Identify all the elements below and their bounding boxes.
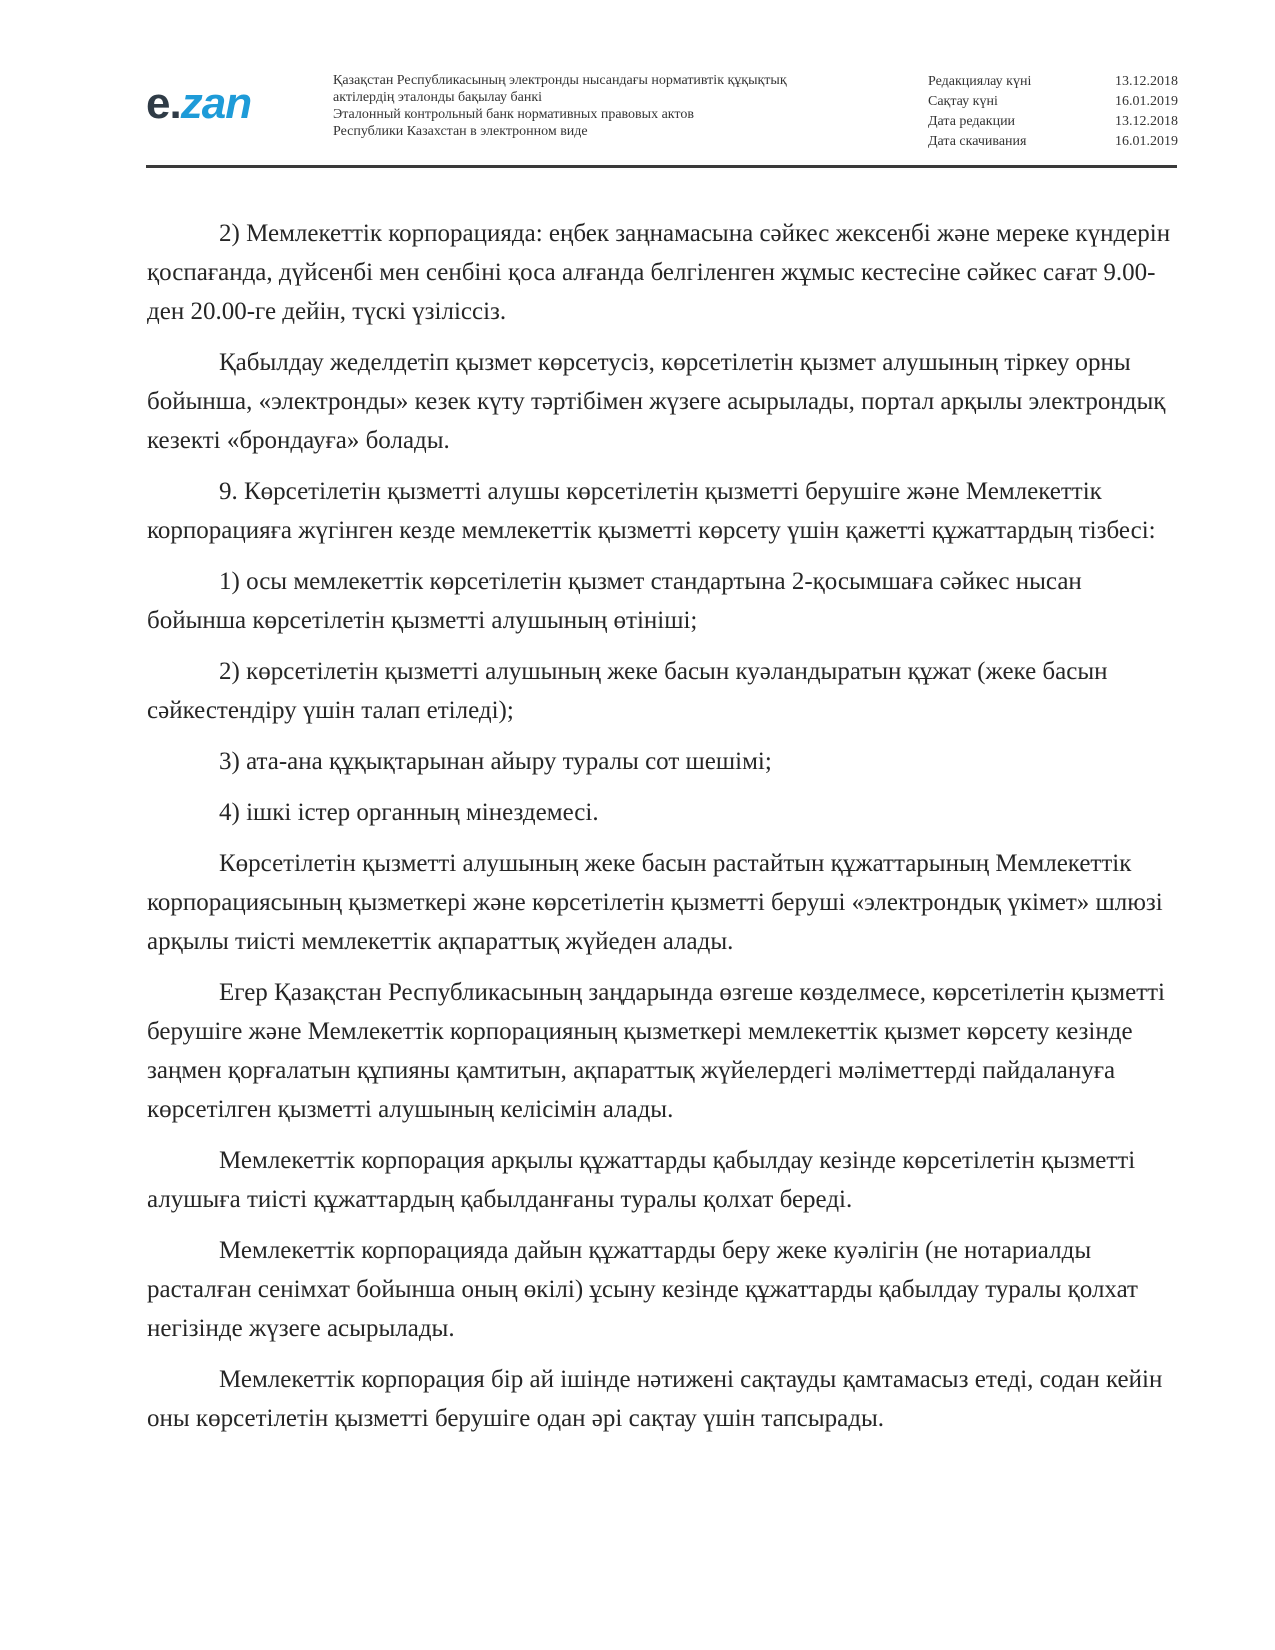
meta-label: Дата редакции <box>928 114 1016 129</box>
body-paragraph: 3) ата-ана құқықтарынан айыру туралы сот шешімі; <box>219 748 772 775</box>
meta-value: 13.12.2018 <box>1115 74 1178 89</box>
body-paragraph: Көрсетілетін қызметті алушының жеке басын растайтын құжаттарының Мемлекеттік корпорациясының қызметкері және көрсетілетін қызметті беруші «электрондық үкімет» шлюзі арқылы тиісті мемлекеттік ақпараттық жүйеден алады. <box>147 850 1163 955</box>
body-paragraph: 9. Көрсетілетін қызметті алушы көрсетілетін қызметті берушіге және Мемлекеттік корпорацияға жүгінген кезде мемлекеттік қызметті көрсету үшін қажетті құжаттардың тізбесі: <box>147 478 1156 544</box>
meta-value: 16.01.2019 <box>1115 94 1178 109</box>
document-dates <box>928 72 1178 152</box>
body-paragraph: Егер Қазақстан Республикасының заңдарында өзгеше көзделмесе, көрсетілетін қызметті берушіге және Мемлекеттік корпорацияның қызметкері мемлекеттік қызмет көрсету кезінде заңмен қорғалатын құпияны қамтитын, ақпараттық жүйелердегі мәліметтерді пайдалануға көрсетілген қызметті алушының келісімін алады. <box>147 979 1165 1123</box>
meta-row-save-date-kz <box>928 92 1178 112</box>
body-paragraph: 2) көрсетілетін қызметті алушының жеке басын куәландыратын құжат (жеке басын сәйкестендіру үшін талап етіледі); <box>147 658 1108 724</box>
meta-label: Сақтау күні <box>928 94 998 109</box>
header-divider <box>146 165 1177 168</box>
logo-dot: . <box>169 79 181 128</box>
meta-value: 13.12.2018 <box>1115 114 1178 129</box>
meta-row-edit-date-kz <box>928 72 1178 92</box>
org-line: Эталонный контрольный банк нормативных правовых актов <box>333 107 694 122</box>
body-paragraph: Мемлекеттік корпорация арқылы құжаттарды қабылдау кезінде көрсетілетін қызметті алушыға тиісті құжаттардың қабылданғаны туралы қолхат береді. <box>147 1147 1136 1213</box>
document-body <box>147 214 1177 1450</box>
meta-label: Дата скачивания <box>928 134 1027 149</box>
meta-row-download-date-ru <box>928 132 1178 152</box>
body-paragraph: 1) осы мемлекеттік көрсетілетін қызмет стандартына 2-қосымшаға сәйкес нысан бойынша көрсетілетін қызметті алушының өтініші; <box>147 568 1082 634</box>
org-description <box>333 72 787 140</box>
org-line: Республики Казахстан в электронном виде <box>333 124 588 139</box>
meta-label: Редакциялау күні <box>928 74 1032 89</box>
logo-zan: zan <box>180 79 252 128</box>
meta-row-edit-date-ru <box>928 112 1178 132</box>
org-line: Қазақстан Республикасының электронды нысандағы нормативтік құқықтық <box>333 73 787 88</box>
ezan-logo <box>146 79 252 128</box>
body-paragraph: 2) Мемлекеттік корпорацияда: еңбек заңнамасына сәйкес жексенбі және мереке күндерін қоспағанда, дүйсенбі мен сенбіні қоса алғанда белгіленген жұмыс кестесіне сәйкес сағат 9.00-ден 20.00-ге дейін, түскі үзіліссіз. <box>147 220 1171 325</box>
body-paragraph: Мемлекеттік корпорацияда дайын құжаттарды беру жеке куәлігін (не нотариалды расталған сенімхат бойынша оның өкілі) ұсыну кезінде құжаттарды қабылдау туралы қолхат негізінде жүзеге асырылады. <box>147 1237 1138 1342</box>
org-line: актілердің эталонды бақылау банкі <box>333 90 543 105</box>
body-paragraph: Мемлекеттік корпорация бір ай ішінде нәтижені сақтауды қамтамасыз етеді, содан кейін оны көрсетілетін қызметті берушіге одан әрі сақтау үшін тапсырады. <box>147 1366 1163 1432</box>
meta-value: 16.01.2019 <box>1115 134 1178 149</box>
logo-e: e <box>146 79 170 128</box>
document-header <box>146 70 1176 166</box>
body-paragraph: Қабылдау жеделдетіп қызмет көрсетусіз, көрсетілетін қызмет алушының тіркеу орны бойынша, «электронды» кезек күту тәртібімен жүзеге асырылады, портал арқылы электрондық кезекті «брондауға» болады. <box>147 349 1166 454</box>
body-paragraph: 4) ішкі істер органның мінездемесі. <box>219 799 599 826</box>
